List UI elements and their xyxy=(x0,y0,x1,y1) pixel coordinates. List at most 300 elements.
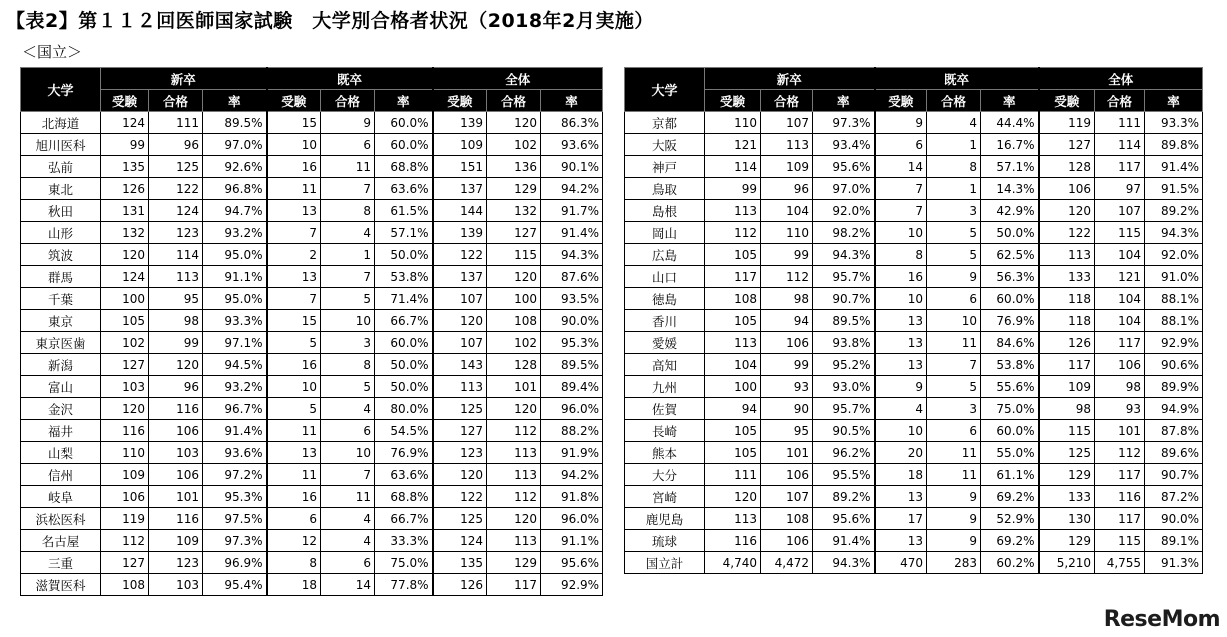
new-rate-cell: 89.5% xyxy=(813,310,875,332)
total-examinees-cell: 126 xyxy=(1039,332,1095,354)
total-passed-cell: 114 xyxy=(1095,134,1145,156)
repeat-passed-cell: 4 xyxy=(321,398,375,420)
total-examinees-cell: 107 xyxy=(433,332,487,354)
total-examinees-cell: 122 xyxy=(433,486,487,508)
total-rate-cell: 89.1% xyxy=(1145,530,1203,552)
repeat-rate-cell: 55.6% xyxy=(981,376,1039,398)
total-rate-cell: 94.2% xyxy=(541,178,603,200)
repeat-examinees-cell: 10 xyxy=(267,376,321,398)
university-name-cell: 島根 xyxy=(625,200,705,222)
total-passed-cell: 115 xyxy=(1095,530,1145,552)
repeat-examinees-cell: 15 xyxy=(267,310,321,332)
table-row xyxy=(21,332,603,354)
total-rate-cell: 89.2% xyxy=(1145,200,1203,222)
total-passed-cell: 102 xyxy=(487,134,541,156)
repeat-rate-cell: 57.1% xyxy=(375,222,433,244)
repeat-examinees-cell: 4 xyxy=(875,398,927,420)
repeat-examinees-cell: 8 xyxy=(267,552,321,574)
repeat-passed-cell: 4 xyxy=(321,222,375,244)
new-examinees-cell: 105 xyxy=(705,310,761,332)
total-rate-cell: 90.1% xyxy=(541,156,603,178)
total-rate-cell: 91.1% xyxy=(541,530,603,552)
total-passed-cell: 116 xyxy=(1095,486,1145,508)
total-rate-cell: 87.6% xyxy=(541,266,603,288)
repeat-passed-cell: 283 xyxy=(927,552,981,574)
header-examinees: 受験 xyxy=(1039,90,1095,112)
total-examinees-cell: 123 xyxy=(433,442,487,464)
repeat-rate-cell: 62.5% xyxy=(981,244,1039,266)
new-rate-cell: 93.8% xyxy=(813,332,875,354)
new-passed-cell: 112 xyxy=(761,266,813,288)
repeat-examinees-cell: 13 xyxy=(875,486,927,508)
repeat-passed-cell: 11 xyxy=(927,332,981,354)
repeat-rate-cell: 52.9% xyxy=(981,508,1039,530)
new-passed-cell: 106 xyxy=(761,332,813,354)
new-passed-cell: 107 xyxy=(761,112,813,134)
header-rate: 率 xyxy=(813,90,875,112)
new-passed-cell: 99 xyxy=(149,332,203,354)
new-passed-cell: 120 xyxy=(149,354,203,376)
header-rate: 率 xyxy=(981,90,1039,112)
total-rate-cell: 92.9% xyxy=(541,574,603,596)
repeat-passed-cell: 11 xyxy=(321,156,375,178)
new-rate-cell: 93.3% xyxy=(203,310,267,332)
new-examinees-cell: 102 xyxy=(101,332,149,354)
new-passed-cell: 125 xyxy=(149,156,203,178)
table-row xyxy=(625,332,1203,354)
table-body xyxy=(21,112,603,596)
new-passed-cell: 123 xyxy=(149,552,203,574)
new-rate-cell: 96.7% xyxy=(203,398,267,420)
header-passed: 合格 xyxy=(487,90,541,112)
total-passed-cell: 98 xyxy=(1095,376,1145,398)
total-passed-cell: 100 xyxy=(487,288,541,310)
repeat-examinees-cell: 13 xyxy=(267,442,321,464)
repeat-rate-cell: 16.7% xyxy=(981,134,1039,156)
repeat-rate-cell: 76.9% xyxy=(375,442,433,464)
table-row xyxy=(21,200,603,222)
table-row xyxy=(21,442,603,464)
new-examinees-cell: 100 xyxy=(705,376,761,398)
new-passed-cell: 99 xyxy=(761,354,813,376)
total-rate-cell: 91.8% xyxy=(541,486,603,508)
repeat-rate-cell: 50.0% xyxy=(375,244,433,266)
repeat-passed-cell: 7 xyxy=(321,464,375,486)
total-examinees-cell: 127 xyxy=(1039,134,1095,156)
total-rate-cell: 90.0% xyxy=(1145,508,1203,530)
new-rate-cell: 95.7% xyxy=(813,398,875,420)
total-rate-cell: 89.6% xyxy=(1145,442,1203,464)
header-rate: 率 xyxy=(203,90,267,112)
university-name-cell: 山形 xyxy=(21,222,101,244)
repeat-rate-cell: 60.0% xyxy=(981,420,1039,442)
repeat-passed-cell: 10 xyxy=(321,310,375,332)
new-examinees-cell: 135 xyxy=(101,156,149,178)
repeat-rate-cell: 60.2% xyxy=(981,552,1039,574)
total-passed-cell: 117 xyxy=(1095,332,1145,354)
new-examinees-cell: 120 xyxy=(101,244,149,266)
total-passed-cell: 113 xyxy=(487,530,541,552)
total-rate-cell: 96.0% xyxy=(541,398,603,420)
total-rate-cell: 88.1% xyxy=(1145,288,1203,310)
new-passed-cell: 116 xyxy=(149,398,203,420)
new-rate-cell: 93.6% xyxy=(203,442,267,464)
new-passed-cell: 90 xyxy=(761,398,813,420)
repeat-passed-cell: 6 xyxy=(321,420,375,442)
new-examinees-cell: 127 xyxy=(101,552,149,574)
total-examinees-cell: 128 xyxy=(1039,156,1095,178)
new-passed-cell: 107 xyxy=(761,486,813,508)
repeat-passed-cell: 6 xyxy=(321,134,375,156)
repeat-rate-cell: 50.0% xyxy=(981,222,1039,244)
new-rate-cell: 95.2% xyxy=(813,354,875,376)
table-header xyxy=(625,68,1203,112)
table-row xyxy=(21,222,603,244)
repeat-rate-cell: 53.8% xyxy=(981,354,1039,376)
repeat-passed-cell: 1 xyxy=(927,134,981,156)
repeat-examinees-cell: 15 xyxy=(267,112,321,134)
total-examinees-cell: 120 xyxy=(433,464,487,486)
repeat-rate-cell: 42.9% xyxy=(981,200,1039,222)
total-rate-cell: 94.9% xyxy=(1145,398,1203,420)
repeat-rate-cell: 75.0% xyxy=(981,398,1039,420)
repeat-examinees-cell: 7 xyxy=(875,200,927,222)
repeat-examinees-cell: 5 xyxy=(267,398,321,420)
table-row xyxy=(21,530,603,552)
new-examinees-cell: 105 xyxy=(101,310,149,332)
new-examinees-cell: 105 xyxy=(705,244,761,266)
table-row xyxy=(625,530,1203,552)
new-examinees-cell: 112 xyxy=(705,222,761,244)
new-examinees-cell: 113 xyxy=(705,200,761,222)
total-rate-cell: 94.3% xyxy=(541,244,603,266)
header-group-total: 全体 xyxy=(1039,68,1203,90)
new-rate-cell: 95.6% xyxy=(813,508,875,530)
new-examinees-cell: 110 xyxy=(101,442,149,464)
repeat-passed-cell: 4 xyxy=(927,112,981,134)
new-examinees-cell: 116 xyxy=(705,530,761,552)
repeat-examinees-cell: 7 xyxy=(267,288,321,310)
repeat-examinees-cell: 470 xyxy=(875,552,927,574)
new-passed-cell: 96 xyxy=(149,134,203,156)
repeat-passed-cell: 6 xyxy=(927,288,981,310)
table-row xyxy=(21,112,603,134)
total-passed-cell: 112 xyxy=(487,486,541,508)
new-examinees-cell: 117 xyxy=(705,266,761,288)
new-rate-cell: 96.8% xyxy=(203,178,267,200)
repeat-examinees-cell: 7 xyxy=(875,178,927,200)
table-row xyxy=(21,354,603,376)
total-passed-cell: 120 xyxy=(487,508,541,530)
new-examinees-cell: 114 xyxy=(705,156,761,178)
repeat-passed-cell: 10 xyxy=(927,310,981,332)
university-name-cell: 新潟 xyxy=(21,354,101,376)
total-rate-cell: 86.3% xyxy=(541,112,603,134)
total-examinees-cell: 113 xyxy=(433,376,487,398)
new-examinees-cell: 124 xyxy=(101,266,149,288)
total-examinees-cell: 119 xyxy=(1039,112,1095,134)
repeat-examinees-cell: 13 xyxy=(875,310,927,332)
table-header xyxy=(21,68,603,112)
new-examinees-cell: 108 xyxy=(101,574,149,596)
repeat-passed-cell: 5 xyxy=(321,288,375,310)
total-passed-cell: 97 xyxy=(1095,178,1145,200)
repeat-passed-cell: 3 xyxy=(321,332,375,354)
repeat-rate-cell: 56.3% xyxy=(981,266,1039,288)
total-passed-cell: 136 xyxy=(487,156,541,178)
new-examinees-cell: 105 xyxy=(705,420,761,442)
total-rate-cell: 87.8% xyxy=(1145,420,1203,442)
repeat-rate-cell: 69.2% xyxy=(981,530,1039,552)
total-rate-cell: 90.0% xyxy=(541,310,603,332)
new-examinees-cell: 131 xyxy=(101,200,149,222)
new-passed-cell: 98 xyxy=(149,310,203,332)
repeat-examinees-cell: 9 xyxy=(875,376,927,398)
header-rate: 率 xyxy=(1145,90,1203,112)
new-rate-cell: 96.2% xyxy=(813,442,875,464)
university-name-cell: 大分 xyxy=(625,464,705,486)
total-rate-cell: 91.3% xyxy=(1145,552,1203,574)
repeat-rate-cell: 77.8% xyxy=(375,574,433,596)
new-rate-cell: 97.3% xyxy=(813,112,875,134)
new-rate-cell: 97.1% xyxy=(203,332,267,354)
repeat-passed-cell: 5 xyxy=(927,376,981,398)
new-examinees-cell: 94 xyxy=(705,398,761,420)
total-passed-cell: 113 xyxy=(487,442,541,464)
repeat-examinees-cell: 10 xyxy=(267,134,321,156)
table-row xyxy=(21,288,603,310)
repeat-rate-cell: 53.8% xyxy=(375,266,433,288)
total-passed-cell: 102 xyxy=(487,332,541,354)
table-row xyxy=(21,134,603,156)
repeat-examinees-cell: 14 xyxy=(875,156,927,178)
repeat-rate-cell: 68.8% xyxy=(375,156,433,178)
total-examinees-cell: 106 xyxy=(1039,178,1095,200)
total-rate-cell: 94.3% xyxy=(1145,222,1203,244)
table-row xyxy=(625,552,1203,574)
total-passed-cell: 111 xyxy=(1095,112,1145,134)
total-rate-cell: 89.4% xyxy=(541,376,603,398)
repeat-passed-cell: 11 xyxy=(927,464,981,486)
new-passed-cell: 122 xyxy=(149,178,203,200)
new-rate-cell: 89.2% xyxy=(813,486,875,508)
repeat-rate-cell: 60.0% xyxy=(375,134,433,156)
new-examinees-cell: 106 xyxy=(101,486,149,508)
total-passed-cell: 120 xyxy=(487,398,541,420)
repeat-rate-cell: 50.0% xyxy=(375,354,433,376)
total-examinees-cell: 139 xyxy=(433,112,487,134)
new-rate-cell: 93.4% xyxy=(813,134,875,156)
total-passed-cell: 104 xyxy=(1095,310,1145,332)
total-examinees-cell: 139 xyxy=(433,222,487,244)
table-row xyxy=(21,508,603,530)
new-rate-cell: 90.7% xyxy=(813,288,875,310)
total-passed-cell: 129 xyxy=(487,552,541,574)
repeat-examinees-cell: 18 xyxy=(267,574,321,596)
university-name-cell: 名古屋 xyxy=(21,530,101,552)
new-rate-cell: 94.3% xyxy=(813,552,875,574)
new-examinees-cell: 121 xyxy=(705,134,761,156)
table-row xyxy=(625,266,1203,288)
total-rate-cell: 91.0% xyxy=(1145,266,1203,288)
results-table-left xyxy=(20,67,603,596)
table-row xyxy=(21,266,603,288)
total-rate-cell: 93.6% xyxy=(541,134,603,156)
header-examinees: 受験 xyxy=(875,90,927,112)
repeat-rate-cell: 84.6% xyxy=(981,332,1039,354)
new-passed-cell: 106 xyxy=(149,464,203,486)
header-examinees: 受験 xyxy=(267,90,321,112)
table-row xyxy=(625,508,1203,530)
repeat-examinees-cell: 13 xyxy=(875,530,927,552)
university-name-cell: 千葉 xyxy=(21,288,101,310)
total-rate-cell: 88.1% xyxy=(1145,310,1203,332)
total-passed-cell: 132 xyxy=(487,200,541,222)
total-passed-cell: 129 xyxy=(487,178,541,200)
total-rate-cell: 91.7% xyxy=(541,200,603,222)
new-passed-cell: 93 xyxy=(761,376,813,398)
repeat-examinees-cell: 12 xyxy=(267,530,321,552)
repeat-rate-cell: 61.1% xyxy=(981,464,1039,486)
new-passed-cell: 111 xyxy=(149,112,203,134)
university-name-cell: 金沢 xyxy=(21,398,101,420)
total-passed-cell: 104 xyxy=(1095,288,1145,310)
new-rate-cell: 89.5% xyxy=(203,112,267,134)
university-name-cell: 群馬 xyxy=(21,266,101,288)
repeat-passed-cell: 7 xyxy=(927,354,981,376)
repeat-rate-cell: 69.2% xyxy=(981,486,1039,508)
header-group-total: 全体 xyxy=(433,68,603,90)
repeat-examinees-cell: 17 xyxy=(875,508,927,530)
repeat-examinees-cell: 11 xyxy=(267,464,321,486)
total-passed-cell: 117 xyxy=(487,574,541,596)
new-rate-cell: 90.5% xyxy=(813,420,875,442)
new-rate-cell: 92.0% xyxy=(813,200,875,222)
table-row xyxy=(625,442,1203,464)
new-rate-cell: 94.3% xyxy=(813,244,875,266)
table-row xyxy=(625,156,1203,178)
new-rate-cell: 97.5% xyxy=(203,508,267,530)
new-passed-cell: 96 xyxy=(761,178,813,200)
table-row xyxy=(21,486,603,508)
repeat-rate-cell: 60.0% xyxy=(981,288,1039,310)
new-examinees-cell: 116 xyxy=(101,420,149,442)
table-row xyxy=(21,178,603,200)
repeat-passed-cell: 11 xyxy=(321,486,375,508)
header-group-new: 新卒 xyxy=(705,68,875,90)
new-passed-cell: 109 xyxy=(761,156,813,178)
repeat-rate-cell: 63.6% xyxy=(375,464,433,486)
new-rate-cell: 97.0% xyxy=(813,178,875,200)
table-row xyxy=(625,178,1203,200)
total-passed-cell: 120 xyxy=(487,112,541,134)
total-rate-cell: 93.5% xyxy=(541,288,603,310)
total-rate-cell: 92.9% xyxy=(1145,332,1203,354)
new-rate-cell: 93.2% xyxy=(203,376,267,398)
total-examinees-cell: 120 xyxy=(1039,200,1095,222)
new-examinees-cell: 111 xyxy=(705,464,761,486)
total-examinees-cell: 122 xyxy=(433,244,487,266)
repeat-passed-cell: 4 xyxy=(321,530,375,552)
new-examinees-cell: 109 xyxy=(101,464,149,486)
university-name-cell: 筑波 xyxy=(21,244,101,266)
university-name-cell: 岐阜 xyxy=(21,486,101,508)
table-row xyxy=(625,134,1203,156)
repeat-rate-cell: 63.6% xyxy=(375,178,433,200)
total-examinees-cell: 137 xyxy=(433,266,487,288)
total-examinees-cell: 151 xyxy=(433,156,487,178)
total-examinees-cell: 126 xyxy=(433,574,487,596)
total-examinees-cell: 115 xyxy=(1039,420,1095,442)
repeat-examinees-cell: 11 xyxy=(267,178,321,200)
university-name-cell: 佐賀 xyxy=(625,398,705,420)
new-rate-cell: 95.4% xyxy=(203,574,267,596)
repeat-passed-cell: 6 xyxy=(927,420,981,442)
header-rate: 率 xyxy=(375,90,433,112)
new-rate-cell: 93.0% xyxy=(813,376,875,398)
total-examinees-cell: 118 xyxy=(1039,288,1095,310)
new-examinees-cell: 113 xyxy=(705,332,761,354)
total-examinees-cell: 125 xyxy=(433,398,487,420)
repeat-examinees-cell: 5 xyxy=(267,332,321,354)
repeat-passed-cell: 6 xyxy=(321,552,375,574)
repeat-passed-cell: 8 xyxy=(321,354,375,376)
total-examinees-cell: 133 xyxy=(1039,266,1095,288)
total-passed-cell: 128 xyxy=(487,354,541,376)
total-examinees-cell: 120 xyxy=(433,310,487,332)
university-name-cell: 福井 xyxy=(21,420,101,442)
repeat-passed-cell: 10 xyxy=(321,442,375,464)
table-row xyxy=(625,288,1203,310)
university-name-cell: 熊本 xyxy=(625,442,705,464)
new-examinees-cell: 124 xyxy=(101,112,149,134)
repeat-passed-cell: 9 xyxy=(927,486,981,508)
new-passed-cell: 106 xyxy=(761,530,813,552)
new-examinees-cell: 119 xyxy=(101,508,149,530)
university-name-cell: 旭川医科 xyxy=(21,134,101,156)
new-passed-cell: 95 xyxy=(149,288,203,310)
university-name-cell: 三重 xyxy=(21,552,101,574)
new-rate-cell: 97.0% xyxy=(203,134,267,156)
total-examinees-cell: 109 xyxy=(433,134,487,156)
repeat-rate-cell: 44.4% xyxy=(981,112,1039,134)
resemom-logo: ReseMom xyxy=(1103,607,1220,632)
table-body xyxy=(625,112,1203,574)
university-name-cell: 九州 xyxy=(625,376,705,398)
new-examinees-cell: 104 xyxy=(705,354,761,376)
total-passed-cell: 115 xyxy=(487,244,541,266)
university-name-cell: 山梨 xyxy=(21,442,101,464)
repeat-rate-cell: 71.4% xyxy=(375,288,433,310)
new-passed-cell: 96 xyxy=(149,376,203,398)
university-name-cell: 鹿児島 xyxy=(625,508,705,530)
repeat-examinees-cell: 10 xyxy=(875,288,927,310)
university-name-cell: 信州 xyxy=(21,464,101,486)
table-row xyxy=(625,354,1203,376)
total-examinees-cell: 118 xyxy=(1039,310,1095,332)
total-passed-cell: 101 xyxy=(1095,420,1145,442)
new-passed-cell: 106 xyxy=(761,464,813,486)
table-row xyxy=(21,552,603,574)
total-examinees-cell: 135 xyxy=(433,552,487,574)
total-passed-cell: 120 xyxy=(487,266,541,288)
new-rate-cell: 95.3% xyxy=(203,486,267,508)
new-rate-cell: 97.3% xyxy=(203,530,267,552)
header-group-repeat: 既卒 xyxy=(875,68,1039,90)
repeat-passed-cell: 9 xyxy=(321,112,375,134)
table-row xyxy=(625,464,1203,486)
header-passed: 合格 xyxy=(927,90,981,112)
